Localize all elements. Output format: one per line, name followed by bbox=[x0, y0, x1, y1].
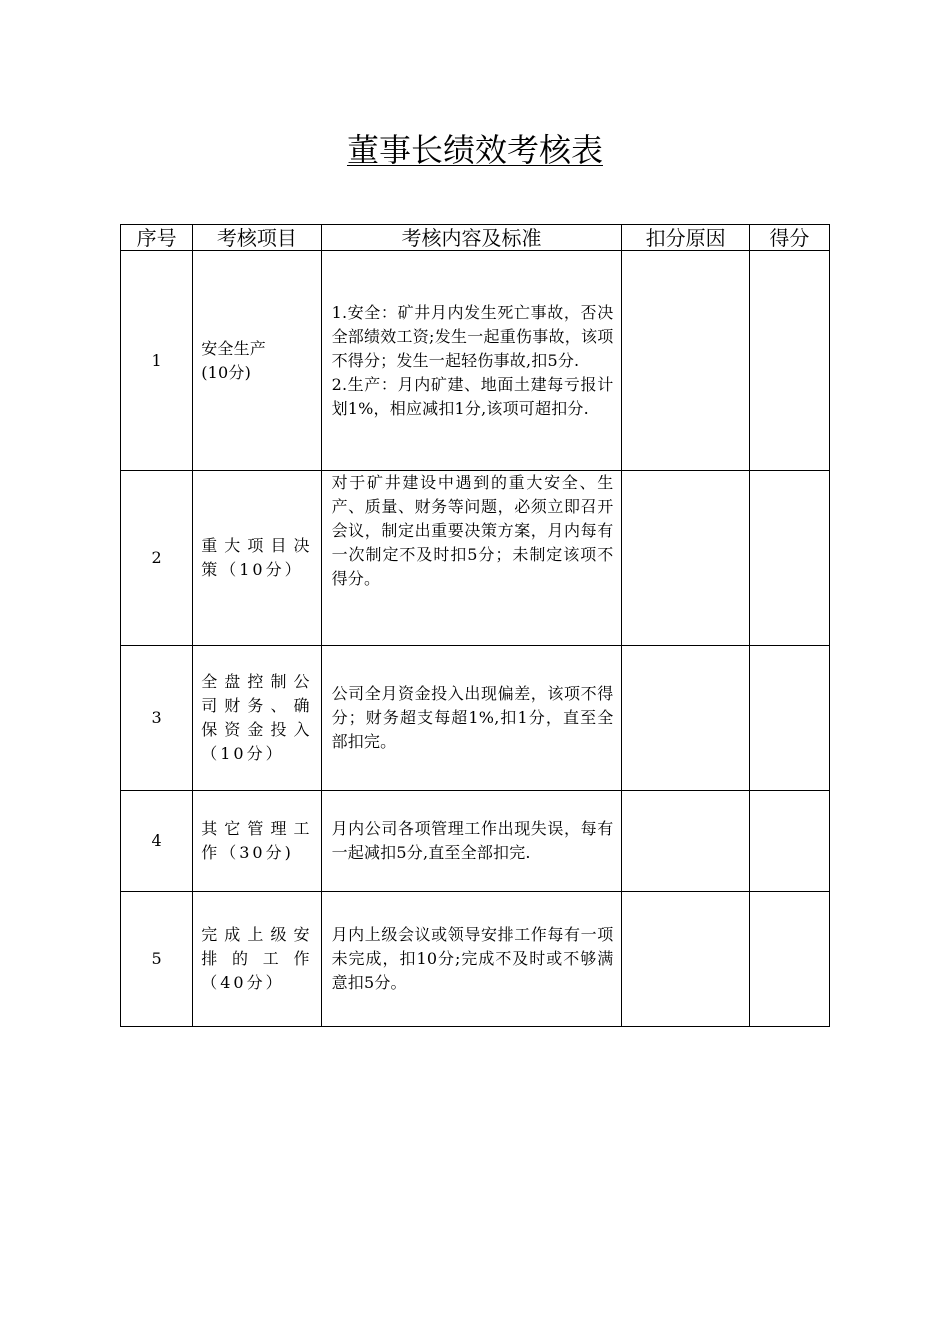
row-content bbox=[321, 791, 622, 892]
row-item bbox=[193, 471, 321, 646]
row-item-text: 全盘控制公司财务、确保资金投入（10分） bbox=[201, 672, 313, 763]
page-title-text: 董事长绩效考核表 bbox=[346, 131, 603, 169]
table-row bbox=[121, 471, 830, 646]
row-reason bbox=[622, 791, 749, 892]
row-number: 1 bbox=[121, 251, 193, 471]
header-score: 得分 bbox=[749, 225, 829, 251]
row-content bbox=[321, 471, 622, 646]
header-number: 序号 bbox=[121, 225, 193, 251]
row-item-text: 完成上级安排的工作（40分） bbox=[201, 925, 313, 992]
row-score bbox=[749, 471, 829, 646]
row-item-text: 重大项目决策（10分） bbox=[201, 536, 313, 579]
row-item bbox=[193, 892, 321, 1027]
table-header-row bbox=[121, 225, 830, 251]
row-content bbox=[321, 892, 622, 1027]
table-row bbox=[121, 646, 830, 791]
table-row bbox=[121, 251, 830, 471]
table-row bbox=[121, 892, 830, 1027]
row-reason bbox=[622, 471, 749, 646]
row-content-text: 月内公司各项管理工作出现失误，每有一起减扣5分,直至全部扣完. bbox=[331, 819, 614, 862]
row-reason bbox=[622, 646, 749, 791]
row-number: 5 bbox=[121, 892, 193, 1027]
header-item: 考核项目 bbox=[193, 225, 321, 251]
header-reason: 扣分原因 bbox=[622, 225, 749, 251]
row-number: 2 bbox=[121, 471, 193, 646]
row-number: 4 bbox=[121, 791, 193, 892]
row-score bbox=[749, 251, 829, 471]
row-item bbox=[193, 791, 321, 892]
row-item-text: 安全生产 (10分) bbox=[201, 338, 267, 382]
row-score bbox=[749, 646, 829, 791]
row-content-text: 对于矿井建设中遇到的重大安全、生产、质量、财务等问题，必须立即召开会议，制定出重要决策方案，月内每有一次制定不及时扣5分；未制定该项不得分。 bbox=[331, 473, 614, 588]
row-score bbox=[749, 892, 829, 1027]
row-reason bbox=[622, 251, 749, 471]
row-content-text: 1.安全：矿井月内发生死亡事故，否决全部绩效工资;发生一起重伤事故，该项不得分；发生一起轻伤事故,扣5分. 2.生产：月内矿建、地面土建每亏报计划1%，相应减扣1分,该项可超扣分. bbox=[331, 302, 614, 418]
row-content bbox=[321, 646, 622, 791]
row-score bbox=[749, 791, 829, 892]
row-content-text: 公司全月资金投入出现偏差，该项不得分；财务超支每超1%,扣1分，直至全部扣完。 bbox=[331, 684, 614, 751]
page-title bbox=[0, 128, 950, 172]
row-reason bbox=[622, 892, 749, 1027]
row-number: 3 bbox=[121, 646, 193, 791]
row-item-text: 其它管理工作（30分) bbox=[201, 819, 313, 862]
table-row bbox=[121, 791, 830, 892]
row-content-text: 月内上级会议或领导安排工作每有一项未完成，扣10分;完成不及时或不够满意扣5分。 bbox=[331, 925, 614, 992]
row-item bbox=[193, 646, 321, 791]
row-item bbox=[193, 251, 321, 471]
header-content: 考核内容及标准 bbox=[321, 225, 622, 251]
performance-table bbox=[120, 224, 830, 1027]
row-content bbox=[321, 251, 622, 471]
